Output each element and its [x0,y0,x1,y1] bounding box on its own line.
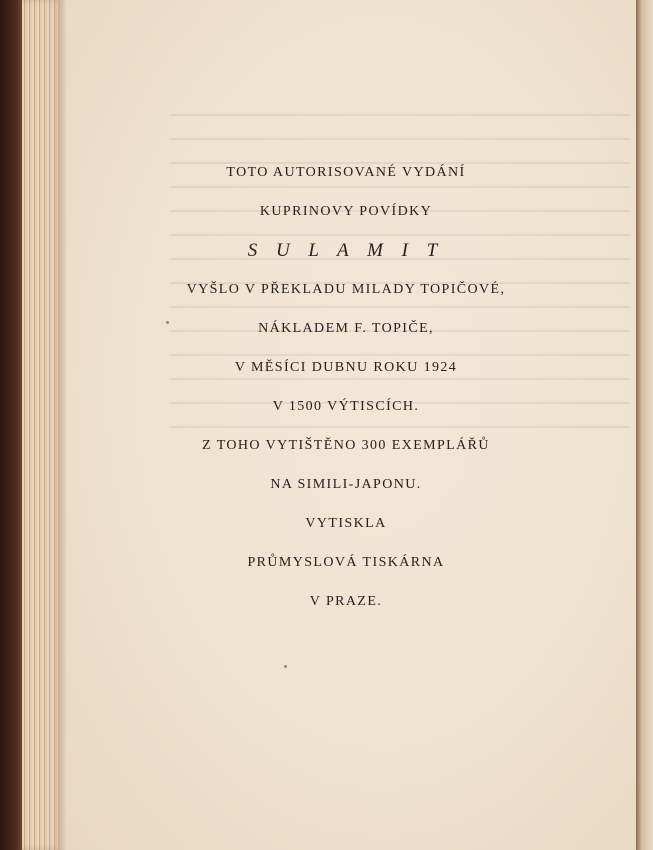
colophon-line-translator: VYŠLO V PŘEKLADU MILADY TOPIČOVÉ, [186,282,506,297]
colophon [66,160,626,628]
right-page-edge [636,0,653,850]
colophon-line-paper: NA SIMILI-JAPONU. [270,477,422,492]
colophon-line-authorised-edition: TOTO AUTORISOVANÉ VYDÁNÍ [226,165,466,180]
colophon-line-print-run: V 1500 VÝTISCÍCH. [272,399,420,414]
colophon-line-date: V MĚSÍCI DUBNU ROKU 1924 [234,360,458,375]
colophon-line-title: S U L A M I T [247,240,445,261]
colophon-line-printer: PRŮMYSLOVÁ TISKÁRNA [247,555,445,570]
paper-speck [284,665,287,668]
colophon-line-special-copies: Z TOHO VYTIŠTĚNO 300 EXEMPLÁŘŮ [202,438,490,453]
colophon-line-city: V PRAZE. [309,594,383,609]
book-cover-edge [0,0,22,850]
page-stack-edges [22,0,62,850]
colophon-line-story-author: KUPRINOVY POVÍDKY [259,204,433,219]
colophon-line-printed-by: VYTISKLA [305,516,387,531]
colophon-line-publisher: NÁKLADEM F. TOPIČE, [258,321,434,336]
